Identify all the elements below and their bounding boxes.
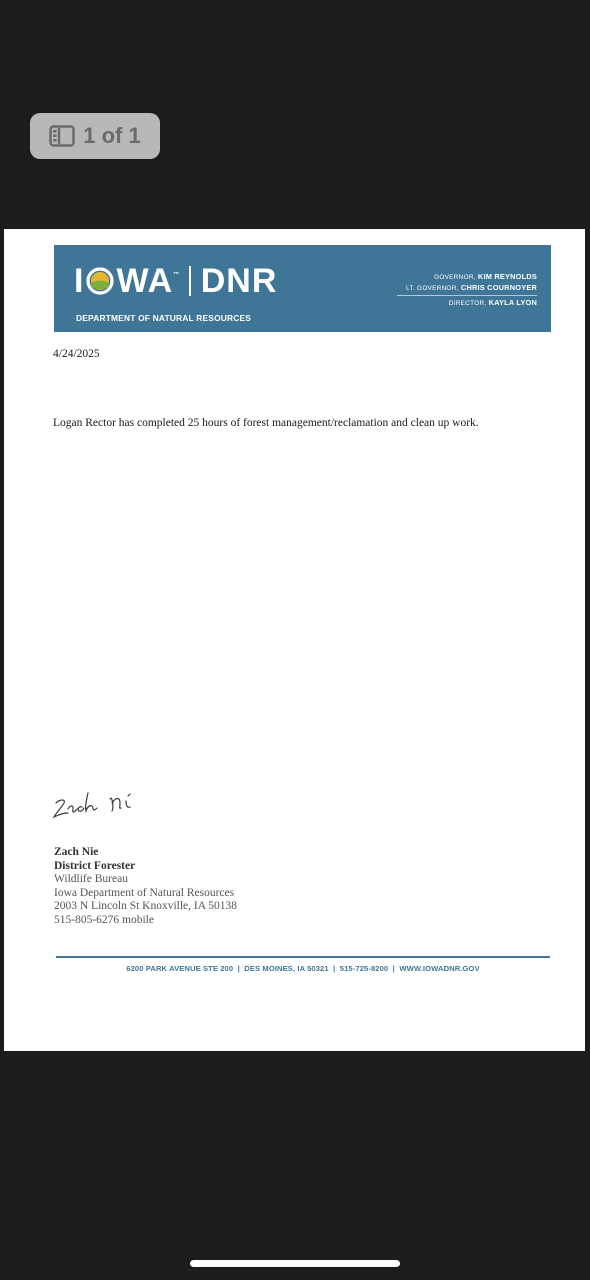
home-indicator[interactable] bbox=[190, 1260, 400, 1267]
letterhead-banner bbox=[54, 245, 551, 332]
page-indicator-label: 1 of 1 bbox=[83, 123, 141, 148]
logo-dnr: DNR bbox=[200, 262, 278, 300]
signer-address: 2003 N Lincoln St Knoxville, IA 50138 bbox=[54, 900, 238, 913]
officials-divider bbox=[397, 295, 537, 296]
signer-department: Iowa Department of Natural Resources bbox=[54, 886, 235, 899]
signer-phone: 515-805-6276 mobile bbox=[54, 913, 154, 926]
sun-logo-icon bbox=[86, 267, 114, 295]
footer-divider bbox=[56, 956, 550, 958]
lt-governor-line: LT. GOVERNOR, CHRIS COURNOYER bbox=[406, 283, 537, 292]
handwritten-signature bbox=[50, 787, 142, 827]
logo-letters-wa: WA bbox=[116, 262, 174, 300]
iowa-dnr-logo bbox=[74, 263, 277, 299]
officials-list bbox=[397, 272, 537, 309]
document-page bbox=[4, 229, 585, 1051]
sidebar-icon bbox=[49, 125, 75, 147]
signature-block bbox=[54, 846, 237, 928]
logo-subtitle: DEPARTMENT OF NATURAL RESOURCES bbox=[76, 313, 252, 323]
director-line: DIRECTOR, KAYLA LYON bbox=[448, 298, 537, 307]
trademark-symbol: ™ bbox=[173, 272, 180, 278]
signer-bureau: Wildlife Bureau bbox=[54, 873, 128, 886]
footer-contact: 6200 PARK AVENUE STE 200 | DES MOINES, IA 50321 | 515-725-8200 | WWW.IOWADNR.GOV bbox=[126, 964, 480, 973]
logo-letter-i: I bbox=[74, 262, 85, 300]
governor-line: GOVERNOR, KIM REYNOLDS bbox=[434, 272, 537, 281]
logo-divider bbox=[189, 266, 191, 296]
signer-title: District Forester bbox=[54, 859, 136, 872]
signer-name: Zach Nie bbox=[54, 846, 99, 858]
letter-body: Logan Rector has completed 25 hours of forest management/reclamation and clean up work. bbox=[53, 417, 479, 429]
letter-date: 4/24/2025 bbox=[53, 348, 100, 360]
page-indicator[interactable] bbox=[30, 113, 160, 159]
